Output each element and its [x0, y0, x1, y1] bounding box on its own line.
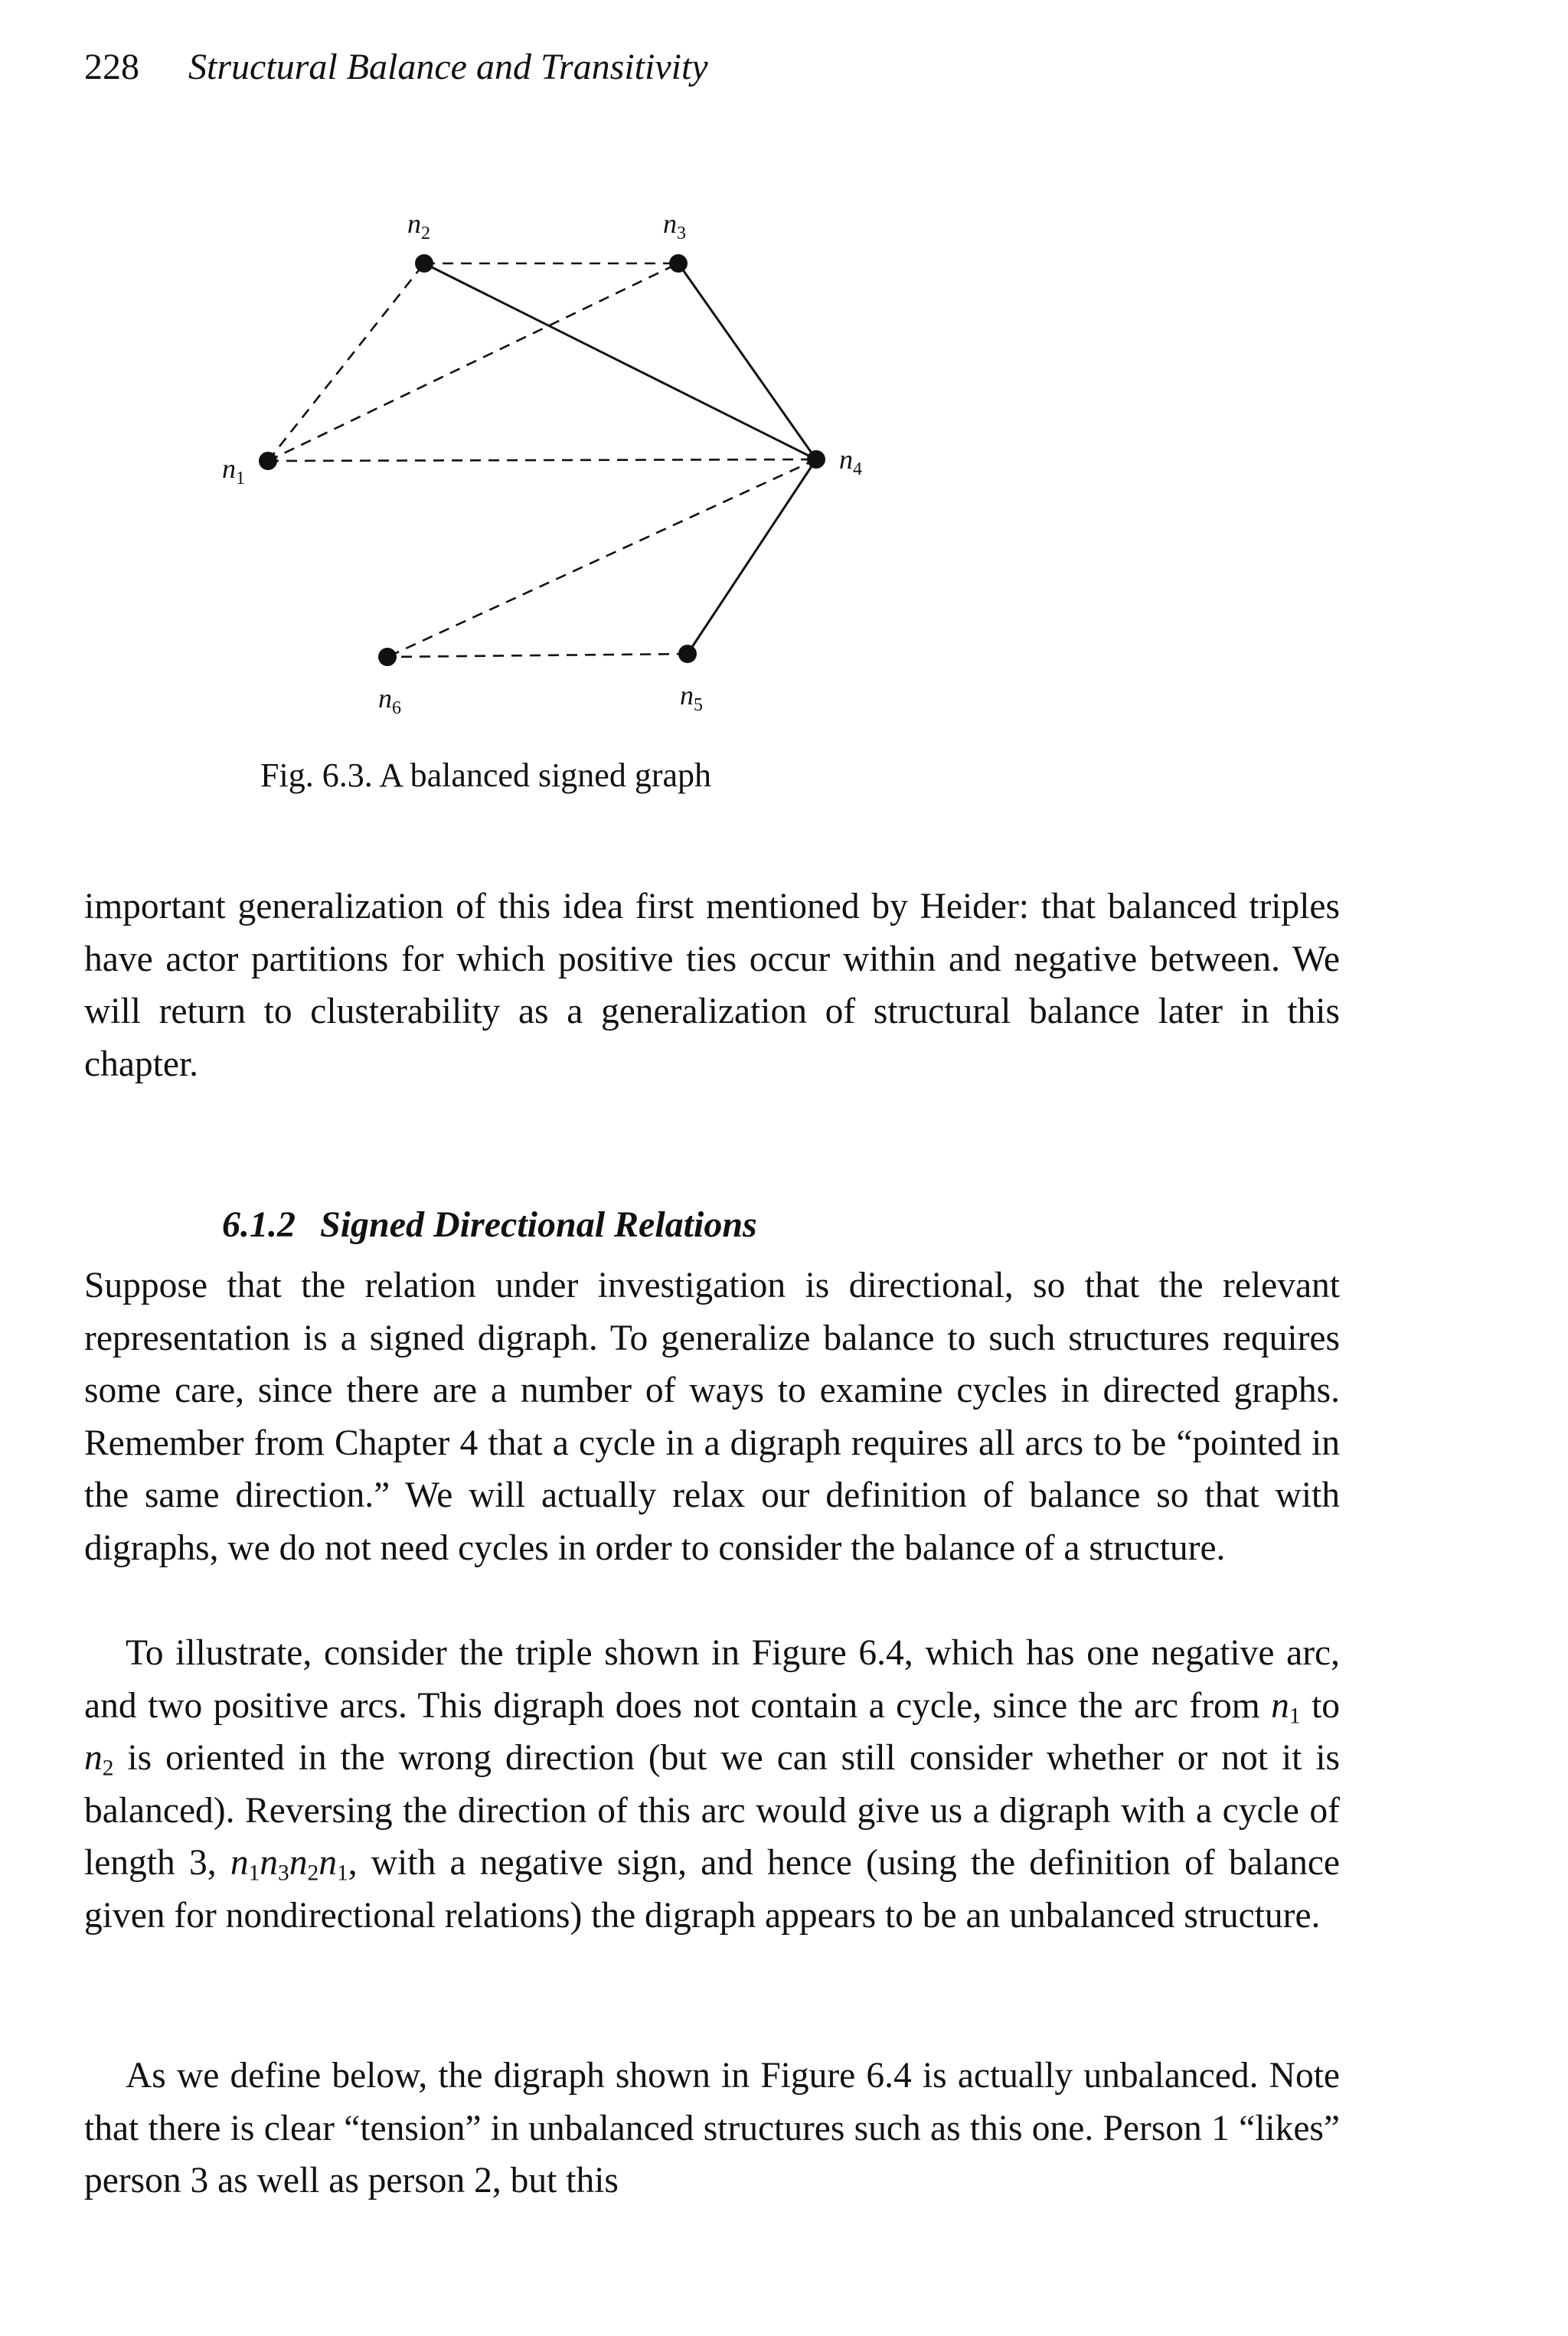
node-n5 — [678, 645, 697, 663]
node-label-n4: $n_4$ — [839, 444, 862, 479]
node-label-n6: $n_6$ — [378, 683, 401, 718]
node-label-n2: $n_2$ — [407, 208, 430, 243]
negative-tie-n1-n3 — [268, 263, 678, 461]
negative-tie-n5-n6 — [387, 654, 688, 657]
positive-tie-n2-n4 — [424, 263, 816, 459]
math-n2: $n_2$ — [84, 1738, 114, 1781]
section-title: Signed Directional Relations — [320, 1204, 757, 1245]
running-title: Structural Balance and Transitivity — [188, 47, 708, 87]
node-label-n1: $n_1$ — [222, 453, 245, 488]
figure-caption: Fig. 6.3. A balanced signed graph — [260, 756, 712, 794]
paragraph-text: As we define below, the digraph shown in Figure 6.4 is actually unbalanced. Note that there is clear “tension” in unbalanced structures such as this one. Person 1 “likes” person 3 as well as person 2, but this — [84, 2056, 1340, 2201]
math-cycle: $n_1n_3n_2n_1$ — [230, 1843, 348, 1886]
section-heading — [222, 1202, 757, 1248]
node-n1 — [259, 452, 277, 470]
node-n4 — [807, 450, 825, 469]
paragraph-signed-digraph — [84, 1259, 1340, 1575]
positive-tie-n4-n5 — [688, 459, 816, 654]
text-run: is oriented in the wrong direction (but we can still consider whether or not it is balanced). Reversing the direction of this arc would give us a digraph with a cycle of length 3, — [84, 1738, 1341, 1884]
section-number: 6.1.2 — [222, 1204, 296, 1245]
figure-6-3 — [191, 191, 957, 743]
signed-graph-diagram — [191, 191, 957, 743]
text-run: to — [1312, 1685, 1341, 1726]
text-run: To illustrate, consider the triple shown in Figure 6.4, which has one negative arc, and two positive arcs. This digraph does not contain a cycle, since the arc from — [84, 1633, 1340, 1726]
positive-tie-n3-n4 — [678, 263, 816, 459]
paragraph-unbalanced — [84, 2050, 1340, 2207]
text-run: , with a negative sign, and hence (using the definition of balance given for nondirectional relations) the digraph appears to be an unbalanced structure. — [84, 1843, 1341, 1936]
negative-tie-n1-n4 — [268, 459, 816, 461]
node-n6 — [378, 648, 397, 666]
node-n3 — [669, 254, 688, 273]
node-label-n5: $n_5$ — [680, 680, 703, 715]
paragraph-text — [84, 1627, 1340, 1942]
negative-tie-n1-n2 — [268, 263, 424, 461]
math-n1: $n_1$ — [1271, 1685, 1301, 1728]
page-number: 228 — [84, 47, 139, 87]
paragraph-text: important generalization of this idea first mentioned by Heider: that balanced triples have actor partitions for which positive ties occur within and negative between. We will return to clusterability as a generalization of structural balance later in this chapter. — [84, 887, 1340, 1084]
paragraph-continuation — [84, 880, 1340, 1090]
node-n2 — [415, 254, 433, 273]
paragraph-text: Suppose that the relation under investigation is directional, so that the relevant representation is a signed digraph. To generalize balance to such structures requires some care, since there are a number of ways to examine cycles in directed graphs. Remember from Chapter 4 that a cycle in a digraph requires all arcs to be “pointed in the same direction.” We will actually relax our definition of balance so that with digraphs, we do not need cycles in order to consider the balance of a structure. — [84, 1266, 1340, 1568]
running-head — [84, 44, 708, 90]
paragraph-illustration — [84, 1627, 1340, 1942]
node-label-n3: $n_3$ — [663, 208, 686, 243]
